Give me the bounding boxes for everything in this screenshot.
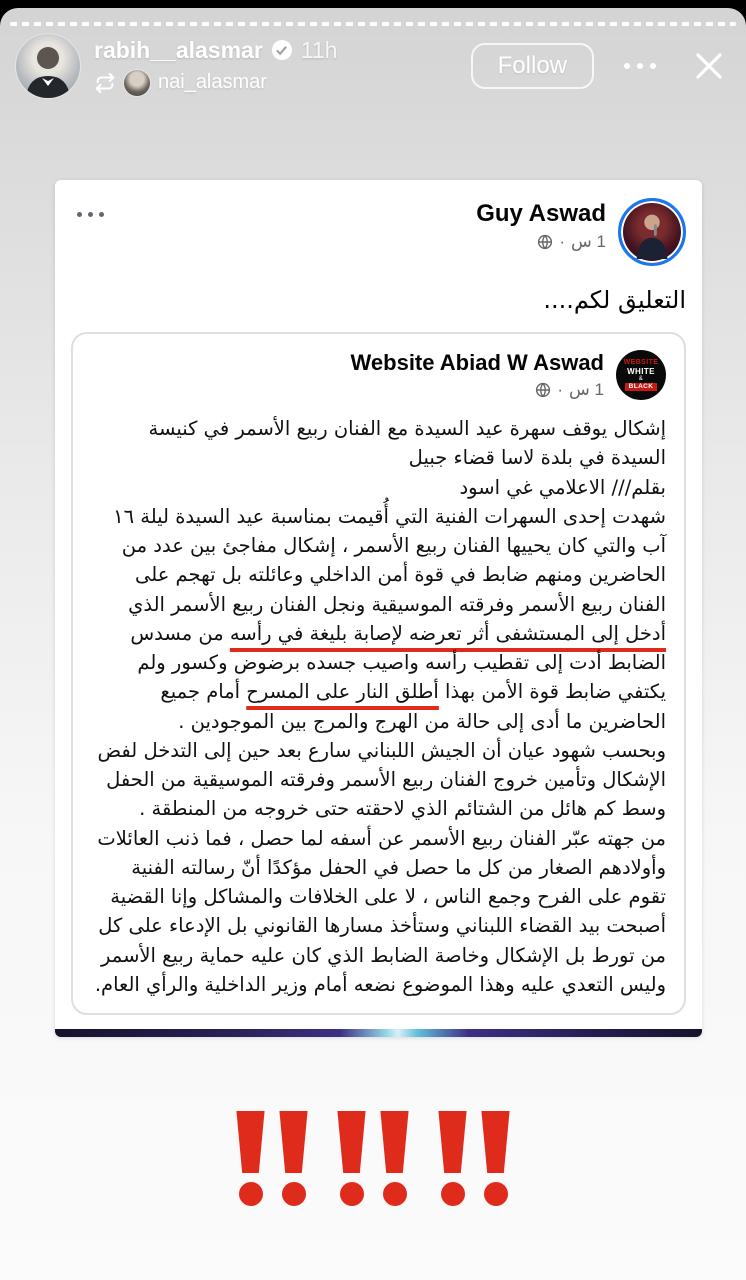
more-options-icon[interactable] (620, 53, 660, 79)
post-header: Guy Aswad 1 س · (55, 180, 702, 270)
facebook-post-screenshot (55, 180, 702, 1037)
red-underlined-phrase: أدخل إلى المستشفى أثر تعرضه لإصابة بليغة في رأسه (229, 621, 666, 645)
embedded-post-author-name: Website Abiad W Aswad (350, 350, 604, 375)
screenshot-bottom-edge (55, 1029, 702, 1037)
follow-button[interactable]: Follow (471, 43, 594, 89)
post-more-options-icon (71, 198, 110, 231)
person-silhouette-icon (16, 34, 80, 98)
story-viewer[interactable] (0, 8, 746, 1280)
embedded-post-timestamp: 1 س (569, 380, 604, 399)
story-username[interactable]: rabih__alasmar (94, 36, 263, 63)
reshare-icon (94, 72, 116, 94)
double-exclamation-icon (336, 1111, 411, 1206)
reshare-username[interactable]: nai_alasmar (158, 71, 267, 93)
story-timestamp: 11h (300, 36, 338, 63)
exclamation-mark (480, 1111, 512, 1206)
post-text-paragraph: بقلم/// الاعلامي غي اسود (459, 475, 666, 499)
privacy-globe-icon (537, 234, 553, 250)
red-underlined-phrase: أطلق النار على المسرح (246, 680, 439, 704)
post-caption: التعليق لكم.... (543, 286, 686, 314)
close-icon[interactable] (686, 43, 732, 89)
verified-badge-icon (272, 40, 292, 60)
post-text-paragraph: شهدت إحدى السهرات الفنية التي أُقيمت بمناسبة عيد السيدة ليلة ١٦ آب والتي كان يحييها الفنان ربيع الأسمر ، إشكال مفاجئ بين عدد من الحاضرين ومنهم ضابط في قوة أمن الداخلي وعائلته بل تهجم على الفنان ربيع الأسمر وفرقته الموسيقية ونجل الفنان ربيع الأسمر الذي أدخل إلى المستشفى أثر تعرضه لإصابة بليغة في رأسه من مسدس الضابط أدت إلى تقطيب رأسه واصيب جسده برضوض وكسور ولم يكتفي ضابط قوة الأمن بهذا أطلق النار على المسرح أمام جميع الحاضرين ما أدى إلى حالة من الهرج والمرج بين الموجودين . (113, 504, 666, 733)
story-progress-bar (10, 22, 736, 26)
exclamation-mark (379, 1111, 411, 1206)
exclamation-mark (437, 1111, 469, 1206)
post-author-name: Guy Aswad (476, 200, 606, 227)
singer-silhouette-icon (625, 205, 679, 259)
reshare-avatar[interactable] (124, 70, 150, 96)
exclamation-mark (278, 1111, 310, 1206)
double-exclamation-icon (437, 1111, 512, 1206)
embedded-post-header: WEBSITE WHITE & BLACK Website Abiad W Aswad 1 س · (91, 350, 666, 400)
embed-body (91, 414, 666, 999)
exclamation-mark (336, 1111, 368, 1206)
privacy-globe-icon (535, 382, 551, 398)
double-exclamation-icon (235, 1111, 310, 1206)
post-author-avatar (618, 198, 686, 266)
exclamation-mark (235, 1111, 267, 1206)
profile-avatar[interactable] (16, 34, 80, 98)
embedded-shared-post (71, 332, 686, 1015)
exclamation-row (0, 1111, 746, 1206)
story-header (16, 34, 732, 98)
post-text-paragraph: من جهته عبّر الفنان ربيع الأسمر عن أسفه لما حصل ، فما ذنب العائلات وأولادهم الصغار من كل ما حصل في الحفل مؤكدًا أنّ رسالته الفنية تقوم على الفرح وجمع الناس ، لا على الخلافات والمشاكل وإنا القضية أصبحت بيد القضاء اللبناني وستأخذ مسارها القانوني بل الإدعاء على كل من تورط بل الإشكال وخاصة الضابط الذي كان عليه حماية ربيع الأسمر وليس التعدي عليه وهذا الموضوع نضعه أمام وزير الداخلية والرأي العام. (94, 826, 666, 996)
post-text-paragraph: إشكال يوقف سهرة عيد السيدة مع الفنان ربيع الأسمر في كنيسة السيدة في بلدة لاسا قضاء جبيل (148, 417, 666, 470)
post-text-paragraph: وبحسب شهود عيان أن الجيش اللبناني سارع بعد حين إلى التدخل لفض الإشكال وتأمين خروج الفنان ربيع الأسمر وفرقته الموسيقية من الحفل وسط كم هائل من الشتائم الذي لاحقته حتى خروجه من المنطقة . (97, 738, 666, 821)
page-logo-avatar: WEBSITE WHITE & BLACK (616, 350, 666, 400)
post-timestamp: 1 س (571, 232, 606, 251)
